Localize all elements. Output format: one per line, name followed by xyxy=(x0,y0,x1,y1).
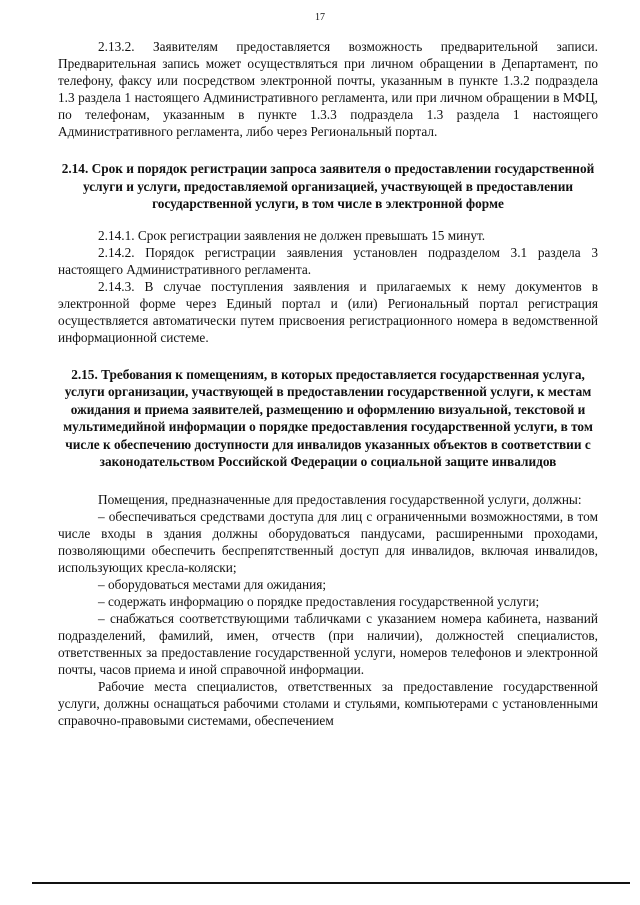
page-number: 17 xyxy=(315,12,325,23)
bullet-accessibility: – обеспечиваться средствами доступа для лиц с ограниченными возможностями, в том числе входы в здания должны оборудоваться пандусами, расширенными проходами, позволяющими обеспечить беспрепятственный доступ для инвалидов, включая инвалидов, использующих кресла-коляски; xyxy=(58,508,598,575)
document-body xyxy=(58,38,598,729)
bottom-rule xyxy=(32,882,630,884)
heading-2-15: 2.15. Требования к помещениям, в которых предоставляется государственная услуга, услуги организации, участвующей в предоставлении государственной услуги, к местам ожидания и приема заявителей, размещению и оформлению визуальной, текстовой и мультимедийной информации о порядке предоставления государственной услуги, в том числе к обеспечению доступности для инвалидов указанных объектов в соответствии с законодательством Российской Федерации о социальной защите инвалидов xyxy=(63,366,593,469)
bullet-signage: – снабжаться соответствующими табличками с указанием номера кабинета, названий подразделений, фамилий, имен, отчеств (при наличии), должностей специалистов, ответственных за предоставление государственной услуги, номеров телефонов и электронной почты, часов приема и иной справочной информации. xyxy=(58,610,598,677)
paragraph-workplaces: Рабочие места специалистов, ответственных за предоставление государственной услуги, должны оснащаться рабочими столами и стульями, компьютерами с установленными справочно-правовыми системами, обеспечением xyxy=(58,678,598,728)
paragraph-premises: Помещения, предназначенные для предоставления государственной услуги, должны: xyxy=(98,491,582,507)
bullet-information: – содержать информацию о порядке предоставления государственной услуги; xyxy=(98,593,540,609)
paragraph-2-14-2: 2.14.2. Порядок регистрации заявления установлен подразделом 3.1 раздела 3 настоящего Административного регламента. xyxy=(58,244,598,277)
heading-2-14: 2.14. Срок и порядок регистрации запроса заявителя о предоставлении государственной услуги и услуги, предоставляемой организацией, участвующей в предоставлении государственной услуги, в том числе в электронной форме xyxy=(61,161,595,211)
paragraph-2-14-1: 2.14.1. Срок регистрации заявления не должен превышать 15 минут. xyxy=(98,227,486,243)
paragraph-2-13-2: 2.13.2. Заявителям предоставляется возможность предварительной записи. Предварительная запись может осуществляться при личном обращении в Департамент, по телефону, факсу или посредством электронной почты, указанным в пункте 1.3.2 подраздела 1.3 раздела 1 настоящего Административного регламента, или при личном обращении в МФЦ, по телефонам, указанным в пункте 1.3.3 подраздела 1.3 раздела 1 настоящего Административного регламента, либо через Региональный портал. xyxy=(58,39,598,139)
paragraph-2-14-3: 2.14.3. В случае поступления заявления и прилагаемых к нему документов в электронной форме через Единый портал и (или) Региональный портал регистрация осуществляется автоматически путем присвоения регистрационного номера в ведомственной информационной системе. xyxy=(58,278,598,345)
bullet-waiting-places: – оборудоваться местами для ожидания; xyxy=(98,576,327,592)
